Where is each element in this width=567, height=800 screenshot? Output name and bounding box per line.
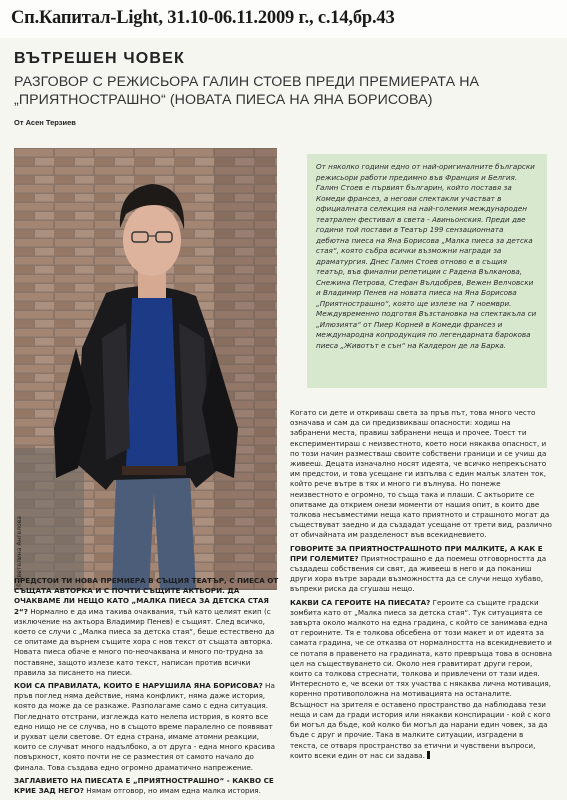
qa-paragraph-4 [290, 408, 552, 541]
portrait-illustration [14, 148, 277, 590]
answer-2: На пръв поглед няма действие, няма конфликт, няма даже история, която да може да се разкаже. Разполагаме само с една ситуация. Погледнато отстрани, изглежда като нелепа история, в която все едно нищо не се случва, но в същото време паралелно се появяват и рухват цели светове. От една страна, имаме атомни реакции, които се случват много надълбоко, а от друга - една много красива повърхност, която почти не се разместия от самото начало до финала. Това създава едно огромно драматично напрежение. [14, 681, 275, 772]
answer-1: Нормално е да има такива очаквания, тъй като целият екип (с изключение на актьора Владимир Пенев) е същият. След всичко, което се случи с „Малка пиеса за детска стая“, беше естествено да се опитаме да върнем същите хора с нов текст от същата авторка. Новата пиеса обаче е много по-неочаквана и много по-трудна за поставяне, защото излезе като текст, написан против всички правила за писането на пиеси. [14, 606, 275, 677]
sidebar-text: От няколко години едно от най-оригиналните български режисьори работи предимно във Франция и Белгия. Галин Стоев е първият българин, който поставя за Комеди франсез, а негови спектакли участват в официалната селекция на най-големия международен театрален фестивал в света - Авиньонския. Преди две години той постави в Театър 199 сензационната дебютна пиеса на Яна Борисова „Малка пиеса за детска стая“, която събра всички възможни награди за драматургия. Днес Галин Стоев отново е в същия театър, във финални репетиции с Радена Вълканова, Снежина Петрова, Стефан Вълдобрев, Вежен Велчовски и Владимир Пенев на новата пиеса на Яна Борисова „Приятнострашно“, която ще излезе на 7 ноември. Междувременно подготвя Възстановка на спектакъла си „Илюзията“ от Пиер Корней в Комеди франсез и международна копродукция по легендарната барокова пиеса „Животът е сън“ на Калдерон де ла Барка. [316, 162, 537, 350]
rubric-title: ВЪТРЕШЕН ЧОВЕК [14, 50, 186, 67]
question-6: КАКВИ СА ГЕРОИТЕ НА ПИЕСАТА? [290, 597, 431, 607]
qa-paragraph-5 [290, 544, 552, 595]
question-2: КОИ СА ПРАВИЛАТА, КОИТО Е НАРУШИЛА ЯНА БОРИСОВА? [14, 681, 263, 691]
portrait-photo [14, 148, 277, 590]
qa-paragraph-1 [14, 576, 279, 678]
qa-paragraph-3 [14, 776, 279, 796]
citation-text: Сп.Капитал-Light, 31.10-06.11.2009 г., с.14,бр.43 [11, 8, 395, 28]
answer-6: Героите са същите градски зомбита като от „Малка пиеса за детска стая“. Тук ситуацията се завърта около малкото на една градина, с който се занимава една от героините. Тя е толкова обсебена от този макет и от идеята за самата градина, че се отказва от нормалността на всекидневието и се потапя в правенето на градината, като превръща това в основна цел на съществуването си. Около нея гравитират други герои, които са толкова стреснати, толкова и привлечени от тази идея. Интересното е, че всеки от тях участва с някаква лична мотивация, коренно противоположна на мотивацията на останалите. Всъщност на зрителя е оставено пространство да наблюдава тези неща и сам да гради история или някакви конспирации - кой с кого би могъл да бъде, кой колко би могъл да нарани един човек, за да бъде с друг и прочие. Така в малките ситуации, изградени в текста, се отваря пространство за етични и чувствени въпроси, които всеки един от нас си задава. [290, 597, 552, 760]
article-deck: РАЗГОВОР С РЕЖИСЬОРА ГАЛИН СТОЕВ ПРЕДИ ПРЕМИЕРАТА НА „ПРИЯТНОСТРАШНО“ (НОВАТА ПИЕСА НА ЯНА БОРИСОВА) [14, 74, 480, 108]
byline: От Асен Терзиев [14, 118, 76, 127]
answer-5: Приятнострашно е да поемеш отговорността да създадеш собствения си свят, да живееш в него и да поканиш други хора вътре заради възможността да се случи нещо хубаво, въпреки риска да сгушаш нещо. [290, 553, 547, 594]
question-5: ГОВОРИТЕ ЗА ПРИЯТНОСТРАШНОТО ПРИ МАЛКИТЕ, А КАК Е ПРИ ГОЛЕМИТЕ? [290, 543, 543, 563]
right-column [290, 408, 552, 764]
photo-credit: ©Цветелина Ангелова [16, 516, 23, 588]
answer-3: Нямам отговор, но имам една малка история. [83, 786, 261, 796]
magazine-page [0, 38, 567, 800]
question-3: ЗАГЛАВИЕТО НА ПИЕСАТА Е „ПРИЯТНОСТРАШНО“ - КАКВО СЕ КРИЕ ЗАД НЕГО? [14, 775, 274, 796]
left-column [14, 576, 279, 799]
question-1: ПРЕДСТОИ ТИ НОВА ПРЕМИЕРА В СЪЩИЯ ТЕАТЪР, С ПИЕСА ОТ СЪЩАТА АВТОРКА И С ПОЧТИ СЪЩИТЕ АКТЬОРИ. ДА ОЧАКВАМЕ ЛИ НЕЩО КАТО „МАЛКА ПИЕСА ЗА ДЕТСКА СТАЯ 2“? [14, 576, 279, 616]
qa-paragraph-2 [14, 681, 279, 773]
citation-header [0, 0, 567, 38]
intro-sidebar [307, 154, 547, 388]
qa-paragraph-6 [290, 598, 552, 761]
end-mark [427, 751, 430, 759]
answer-4: Когато си дете и откриваш света за пръв път, това много често означава и сам да си предизвикваш опасности: ходиш на забранени места, правиш забранени неща и прочее. Тоест ти експериментираш с неизвестното, което носи някаква опасност, и по този начин разместваш своите собствени граници и се учиш да живееш. Децата изначално носят идеята, че всичко непрекъснато им предстои, и това усещане ги изпълва с един малък златен ток, който рече вътре в тях и много ги вълнува. Но понеже неизвестното е огромно, то съща така и плаши. С актьорите се опитваме да открием онези моменти от нашия опит, в които две толкова несъвместими неща като приятното и страшното могат да съществуват заедно и да създадат усещане от трети вид, различно от обичайната им разделеност във всекидневието. [290, 408, 552, 540]
